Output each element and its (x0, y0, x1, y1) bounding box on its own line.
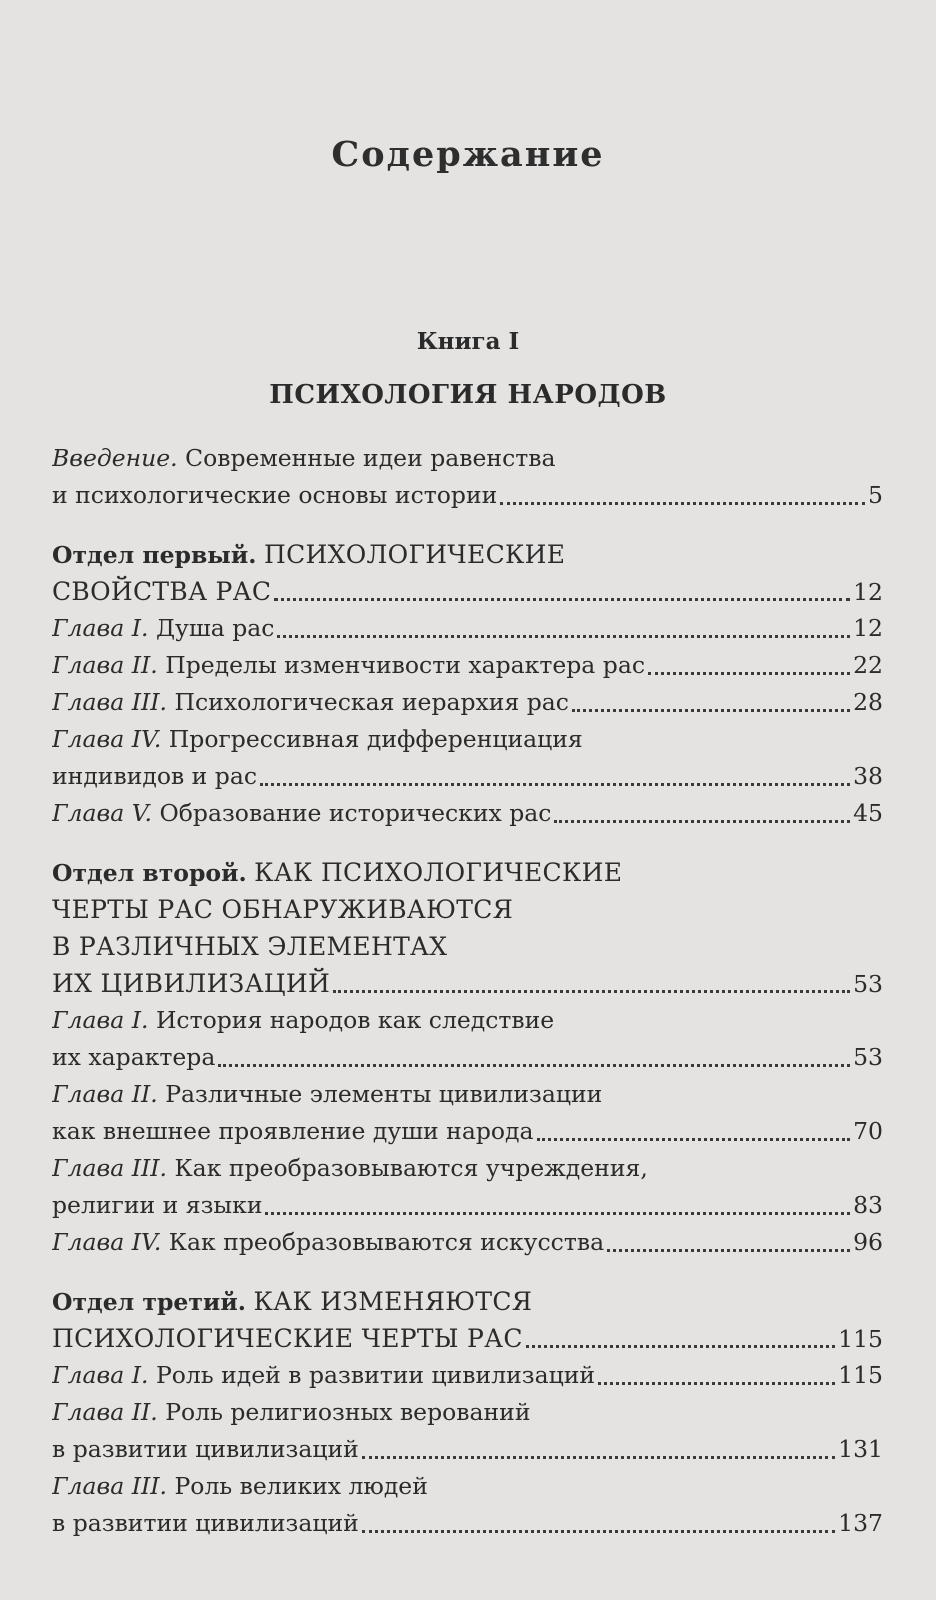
toc-entry-title: КАК ПСИХОЛОГИЧЕСКИЕ (254, 858, 623, 887)
dot-leader (265, 1212, 850, 1215)
dot-leader (554, 820, 850, 823)
toc-chapter (52, 1394, 883, 1468)
toc-line-text (52, 1320, 523, 1357)
toc-line-text (52, 647, 645, 684)
dot-leader (572, 709, 850, 712)
toc-entry-title: Различные элементы цивилизации (165, 1080, 603, 1108)
toc-entry-label: Глава III. (52, 1154, 168, 1182)
toc-line-text (52, 1039, 215, 1076)
toc-entry-label: Глава II. (52, 1398, 158, 1426)
toc-entry-label: Отдел третий. (52, 1288, 246, 1316)
toc-chapter (52, 1076, 883, 1150)
toc-line (52, 928, 883, 965)
toc-page-number: 5 (868, 481, 883, 509)
toc-entry-title: как внешнее проявление души народа (52, 1117, 534, 1145)
toc-page-number: 70 (853, 1117, 883, 1145)
toc-line (52, 1224, 883, 1261)
toc-chapter (52, 795, 883, 832)
toc-entry-title: ИХ ЦИВИЛИЗАЦИЙ (52, 969, 331, 998)
toc-entry-label: Глава IV. (52, 725, 162, 753)
toc-entry-title: КАК ИЗМЕНЯЮТСЯ (253, 1287, 533, 1316)
toc-entry-label: Глава II. (52, 651, 158, 679)
toc-entry-title: их характера (52, 1043, 216, 1071)
toc-entry-title: в развитии цивилизаций (52, 1509, 359, 1537)
toc-entry-label: Глава V. (52, 799, 153, 827)
toc-line-text (52, 444, 555, 472)
toc-line-text (52, 1357, 595, 1394)
toc-entry-label: Глава I. (52, 1361, 149, 1389)
toc-line-text (52, 573, 271, 610)
toc-entry-label: Глава III. (52, 688, 168, 716)
toc-line-text (52, 1431, 359, 1468)
toc-line (52, 721, 883, 758)
toc-line (52, 610, 883, 647)
toc-line-text (52, 1113, 534, 1150)
toc-line (52, 684, 883, 721)
toc-entry-title: Прогрессивная дифференциация (168, 725, 583, 753)
toc-line (52, 573, 883, 610)
toc-line-text (52, 859, 622, 887)
toc-entry-title: ПСИХОЛОГИЧЕСКИЕ (263, 540, 566, 569)
toc-entry-label: Отдел второй. (52, 859, 247, 887)
toc-chapter (52, 647, 883, 684)
toc-line-text (52, 684, 569, 721)
dot-leader (260, 783, 850, 786)
toc-page-number: 28 (853, 688, 883, 716)
toc-line-text (52, 1472, 428, 1500)
dot-leader (607, 1249, 850, 1252)
toc-chapter (52, 610, 883, 647)
dot-leader (277, 635, 850, 638)
toc-entry-title: Как преобразовываются учреждения, (174, 1154, 648, 1182)
toc-entry-title: ЧЕРТЫ РАС ОБНАРУЖИВАЮТСЯ (52, 895, 514, 924)
toc-line (52, 477, 883, 514)
toc-page-number: 96 (853, 1228, 883, 1256)
toc-entry-title: Роль идей в развитии цивилизаций (155, 1361, 596, 1389)
toc-entry-title: Роль религиозных верований (165, 1398, 531, 1426)
toc-line (52, 536, 883, 573)
toc-line-text (52, 1398, 531, 1426)
toc-page-number: 38 (853, 762, 883, 790)
toc-line-text (52, 965, 330, 1002)
toc-page-number: 83 (853, 1191, 883, 1219)
toc-line-text (52, 1080, 602, 1108)
toc-entry-label: Введение. (52, 444, 178, 472)
dot-leader (648, 672, 850, 675)
toc-page-number: 115 (838, 1325, 883, 1353)
toc-page-number: 12 (853, 578, 883, 606)
toc-line-text (52, 933, 447, 961)
table-of-contents (52, 440, 883, 1542)
toc-line (52, 1076, 883, 1113)
toc-line (52, 1357, 883, 1394)
dot-leader (500, 502, 865, 505)
toc-line-text (52, 541, 565, 569)
toc-chapter (52, 684, 883, 721)
toc-entry-title: религии и языки (52, 1191, 263, 1219)
toc-page-number: 45 (853, 799, 883, 827)
toc-line (52, 1187, 883, 1224)
toc-entry-label: Глава IV. (52, 1228, 162, 1256)
toc-line (52, 891, 883, 928)
dot-leader (218, 1064, 850, 1067)
toc-page-number: 131 (838, 1435, 883, 1463)
toc-line-text (52, 1187, 262, 1224)
toc-line (52, 1113, 883, 1150)
toc-entry-title: в развитии цивилизаций (52, 1435, 359, 1463)
toc-intro (52, 440, 883, 514)
toc-section (52, 536, 883, 610)
toc-line-text (52, 1006, 554, 1034)
toc-line (52, 1431, 883, 1468)
toc-chapter (52, 721, 883, 795)
toc-entry-title: Современные идеи равенства (185, 444, 556, 472)
toc-line-text (52, 1288, 532, 1316)
toc-line (52, 1002, 883, 1039)
dot-leader (362, 1456, 835, 1459)
toc-chapter (52, 1002, 883, 1076)
toc-entry-title: Пределы изменчивости характера рас (165, 651, 645, 679)
toc-entry-title: СВОЙСТВА РАС (52, 577, 272, 606)
toc-chapter (52, 1357, 883, 1394)
toc-line-text (52, 1224, 604, 1261)
dot-leader (598, 1382, 835, 1385)
toc-entry-title: Психологическая иерархия рас (174, 688, 569, 716)
toc-line (52, 795, 883, 832)
toc-page-number: 115 (838, 1361, 883, 1389)
book-label: Книга I (416, 328, 520, 355)
toc-line (52, 854, 883, 891)
toc-entry-title: Как преобразовываются искусства (168, 1228, 605, 1256)
toc-entry-title: и психологические основы истории (52, 481, 498, 509)
toc-line-text (52, 758, 257, 795)
toc-line (52, 1505, 883, 1542)
toc-line (52, 440, 883, 477)
toc-line (52, 1468, 883, 1505)
toc-page-number: 53 (853, 1043, 883, 1071)
toc-section (52, 854, 883, 1002)
toc-line-text (52, 725, 583, 753)
toc-entry-title: Роль великих людей (174, 1472, 428, 1500)
toc-line-text (52, 896, 513, 924)
toc-line (52, 1150, 883, 1187)
toc-line-text (52, 477, 497, 514)
dot-leader (526, 1345, 835, 1348)
toc-line-text (52, 1505, 359, 1542)
dot-leader (274, 598, 850, 601)
toc-entry-title: Душа рас (155, 614, 275, 642)
toc-entry-label: Глава I. (52, 1006, 149, 1034)
toc-entry-label: Отдел первый. (52, 541, 257, 569)
toc-entry-title: В РАЗЛИЧНЫХ ЭЛЕМЕНТАХ (52, 932, 448, 961)
page-title: Содержание (331, 134, 605, 175)
book-title: ПСИХОЛОГИЯ НАРОДОВ (269, 380, 667, 410)
toc-line (52, 1320, 883, 1357)
toc-entry-title: Образование исторических рас (159, 799, 552, 827)
toc-section (52, 1283, 883, 1357)
toc-entry-label: Глава III. (52, 1472, 168, 1500)
dot-leader (537, 1138, 851, 1141)
toc-line (52, 758, 883, 795)
toc-chapter (52, 1224, 883, 1261)
toc-chapter (52, 1468, 883, 1542)
toc-entry-title: ПСИХОЛОГИЧЕСКИЕ ЧЕРТЫ РАС (52, 1324, 523, 1353)
toc-line-text (52, 1154, 648, 1182)
toc-page-number: 12 (853, 614, 883, 642)
dot-leader (362, 1530, 835, 1533)
toc-line (52, 965, 883, 1002)
toc-entry-title: индивидов и рас (52, 762, 258, 790)
dot-leader (333, 990, 850, 993)
toc-page-number: 137 (838, 1509, 883, 1537)
toc-line (52, 1283, 883, 1320)
toc-line (52, 647, 883, 684)
toc-line-text (52, 610, 274, 647)
toc-line-text (52, 795, 551, 832)
toc-chapter (52, 1150, 883, 1224)
toc-entry-label: Глава I. (52, 614, 149, 642)
toc-page-number: 53 (853, 970, 883, 998)
toc-entry-label: Глава II. (52, 1080, 158, 1108)
toc-line (52, 1394, 883, 1431)
toc-entry-title: История народов как следствие (155, 1006, 555, 1034)
toc-line (52, 1039, 883, 1076)
toc-page-number: 22 (853, 651, 883, 679)
